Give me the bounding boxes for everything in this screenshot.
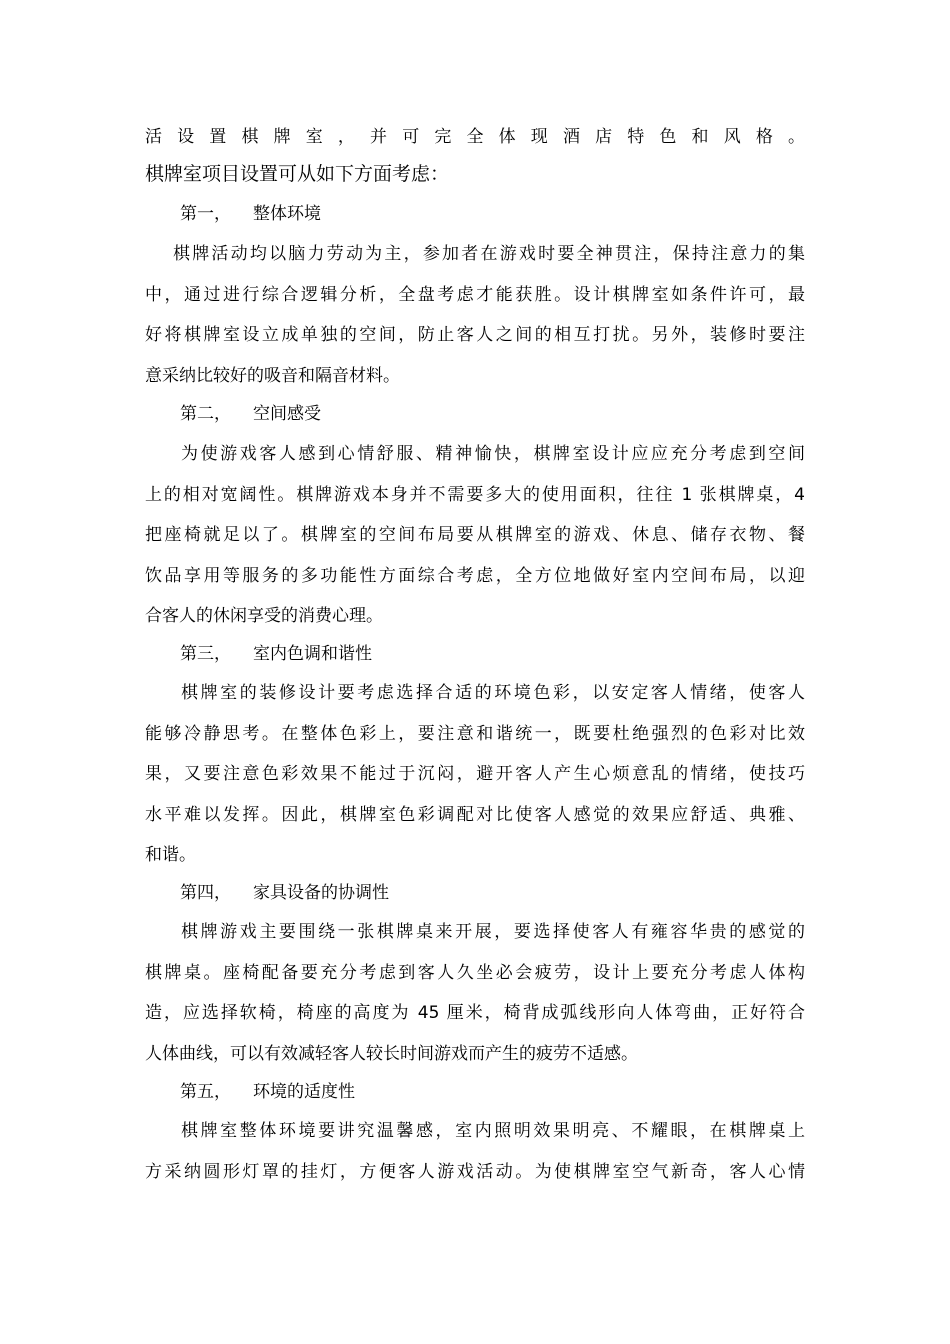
paragraph-line: 把座椅就足以了。棋牌室的空间布局要从棋牌室的游戏、休息、储存衣物、餐 bbox=[145, 525, 805, 545]
paragraph-line: 能够冷静思考。在整体色彩上，要注意和谐统一，既要杜绝强烈的色彩对比效 bbox=[145, 724, 805, 744]
paragraph-line: 造，应选择软椅，椅座的高度为 45 厘米，椅背成弧线形向人体弯曲，正好符合 bbox=[145, 1003, 805, 1023]
paragraph-line: 棋牌活动均以脑力劳动为主，参加者在游戏时要全神贯注，保持注意力的集 bbox=[173, 244, 805, 264]
section-number: 第三， bbox=[180, 644, 231, 664]
paragraph-line: 意采纳比较好的吸音和隔音材料。 bbox=[145, 366, 400, 386]
section-number: 第四， bbox=[180, 883, 231, 903]
paragraph-line: 和谐。 bbox=[145, 845, 196, 865]
intro-line: 活设置棋牌室，并可完全体现酒店特色和风格。 bbox=[145, 127, 805, 147]
section-1-header bbox=[180, 203, 321, 225]
paragraph-line: 上的相对宽阔性。棋牌游戏本身并不需要多大的使用面积，往往 1 张棋牌桌，4 bbox=[145, 485, 805, 505]
section-title: 室内色调和谐性 bbox=[253, 644, 372, 664]
paragraph-line: 棋牌室的装修设计要考虑选择合适的环境色彩，以安定客人情绪，使客人 bbox=[181, 683, 805, 703]
page-heading: 棋牌室项目设置可从如下方面考虑： bbox=[145, 163, 450, 185]
section-number: 第一， bbox=[180, 204, 231, 224]
paragraph-line: 棋牌桌。座椅配备要充分考虑到客人久坐必会疲劳，设计上要充分考虑人体构 bbox=[145, 963, 805, 983]
section-3-header bbox=[180, 643, 372, 665]
paragraph-line: 棋牌游戏主要围绕一张棋牌桌来开展，要选择使客人有雍容华贵的感觉的 bbox=[181, 922, 805, 942]
paragraph-line: 好将棋牌室设立成单独的空间，防止客人之间的相互打扰。另外，装修时要注 bbox=[145, 325, 805, 345]
paragraph-line: 棋牌室整体环境要讲究温馨感，室内照明效果明亮、不耀眼，在棋牌桌上 bbox=[181, 1121, 805, 1141]
section-4-header bbox=[180, 882, 389, 904]
section-title: 空间感受 bbox=[253, 404, 321, 424]
section-title: 环境的适度性 bbox=[253, 1082, 355, 1102]
section-number: 第五， bbox=[180, 1082, 231, 1102]
paragraph-line: 果，又要注意色彩效果不能过于沉闷，避开客人产生心烦意乱的情绪，使技巧 bbox=[145, 764, 805, 784]
paragraph-line: 合客人的休闲享受的消费心理。 bbox=[145, 606, 383, 626]
paragraph-line: 人体曲线，可以有效减轻客人较长时间游戏而产生的疲劳不适感。 bbox=[145, 1044, 638, 1064]
section-5-header bbox=[180, 1081, 355, 1103]
paragraph-line: 为使游戏客人感到心情舒服、精神愉快，棋牌室设计应应充分考虑到空间 bbox=[181, 444, 805, 464]
paragraph-line: 水平难以发挥。因此，棋牌室色彩调配对比使客人感觉的效果应舒适、典雅、 bbox=[145, 805, 805, 825]
section-title: 整体环境 bbox=[253, 204, 321, 224]
section-2-header bbox=[180, 403, 321, 425]
paragraph-line: 方采纳圆形灯罩的挂灯，方便客人游戏活动。为使棋牌室空气新奇，客人心情 bbox=[145, 1162, 805, 1182]
section-title: 家具设备的协调性 bbox=[253, 883, 389, 903]
section-number: 第二， bbox=[180, 404, 231, 424]
paragraph-line: 饮品享用等服务的多功能性方面综合考虑，全方位地做好室内空间布局，以迎 bbox=[145, 566, 805, 586]
paragraph-line: 中，通过进行综合逻辑分析，全盘考虑才能获胜。设计棋牌室如条件许可，最 bbox=[145, 285, 805, 305]
